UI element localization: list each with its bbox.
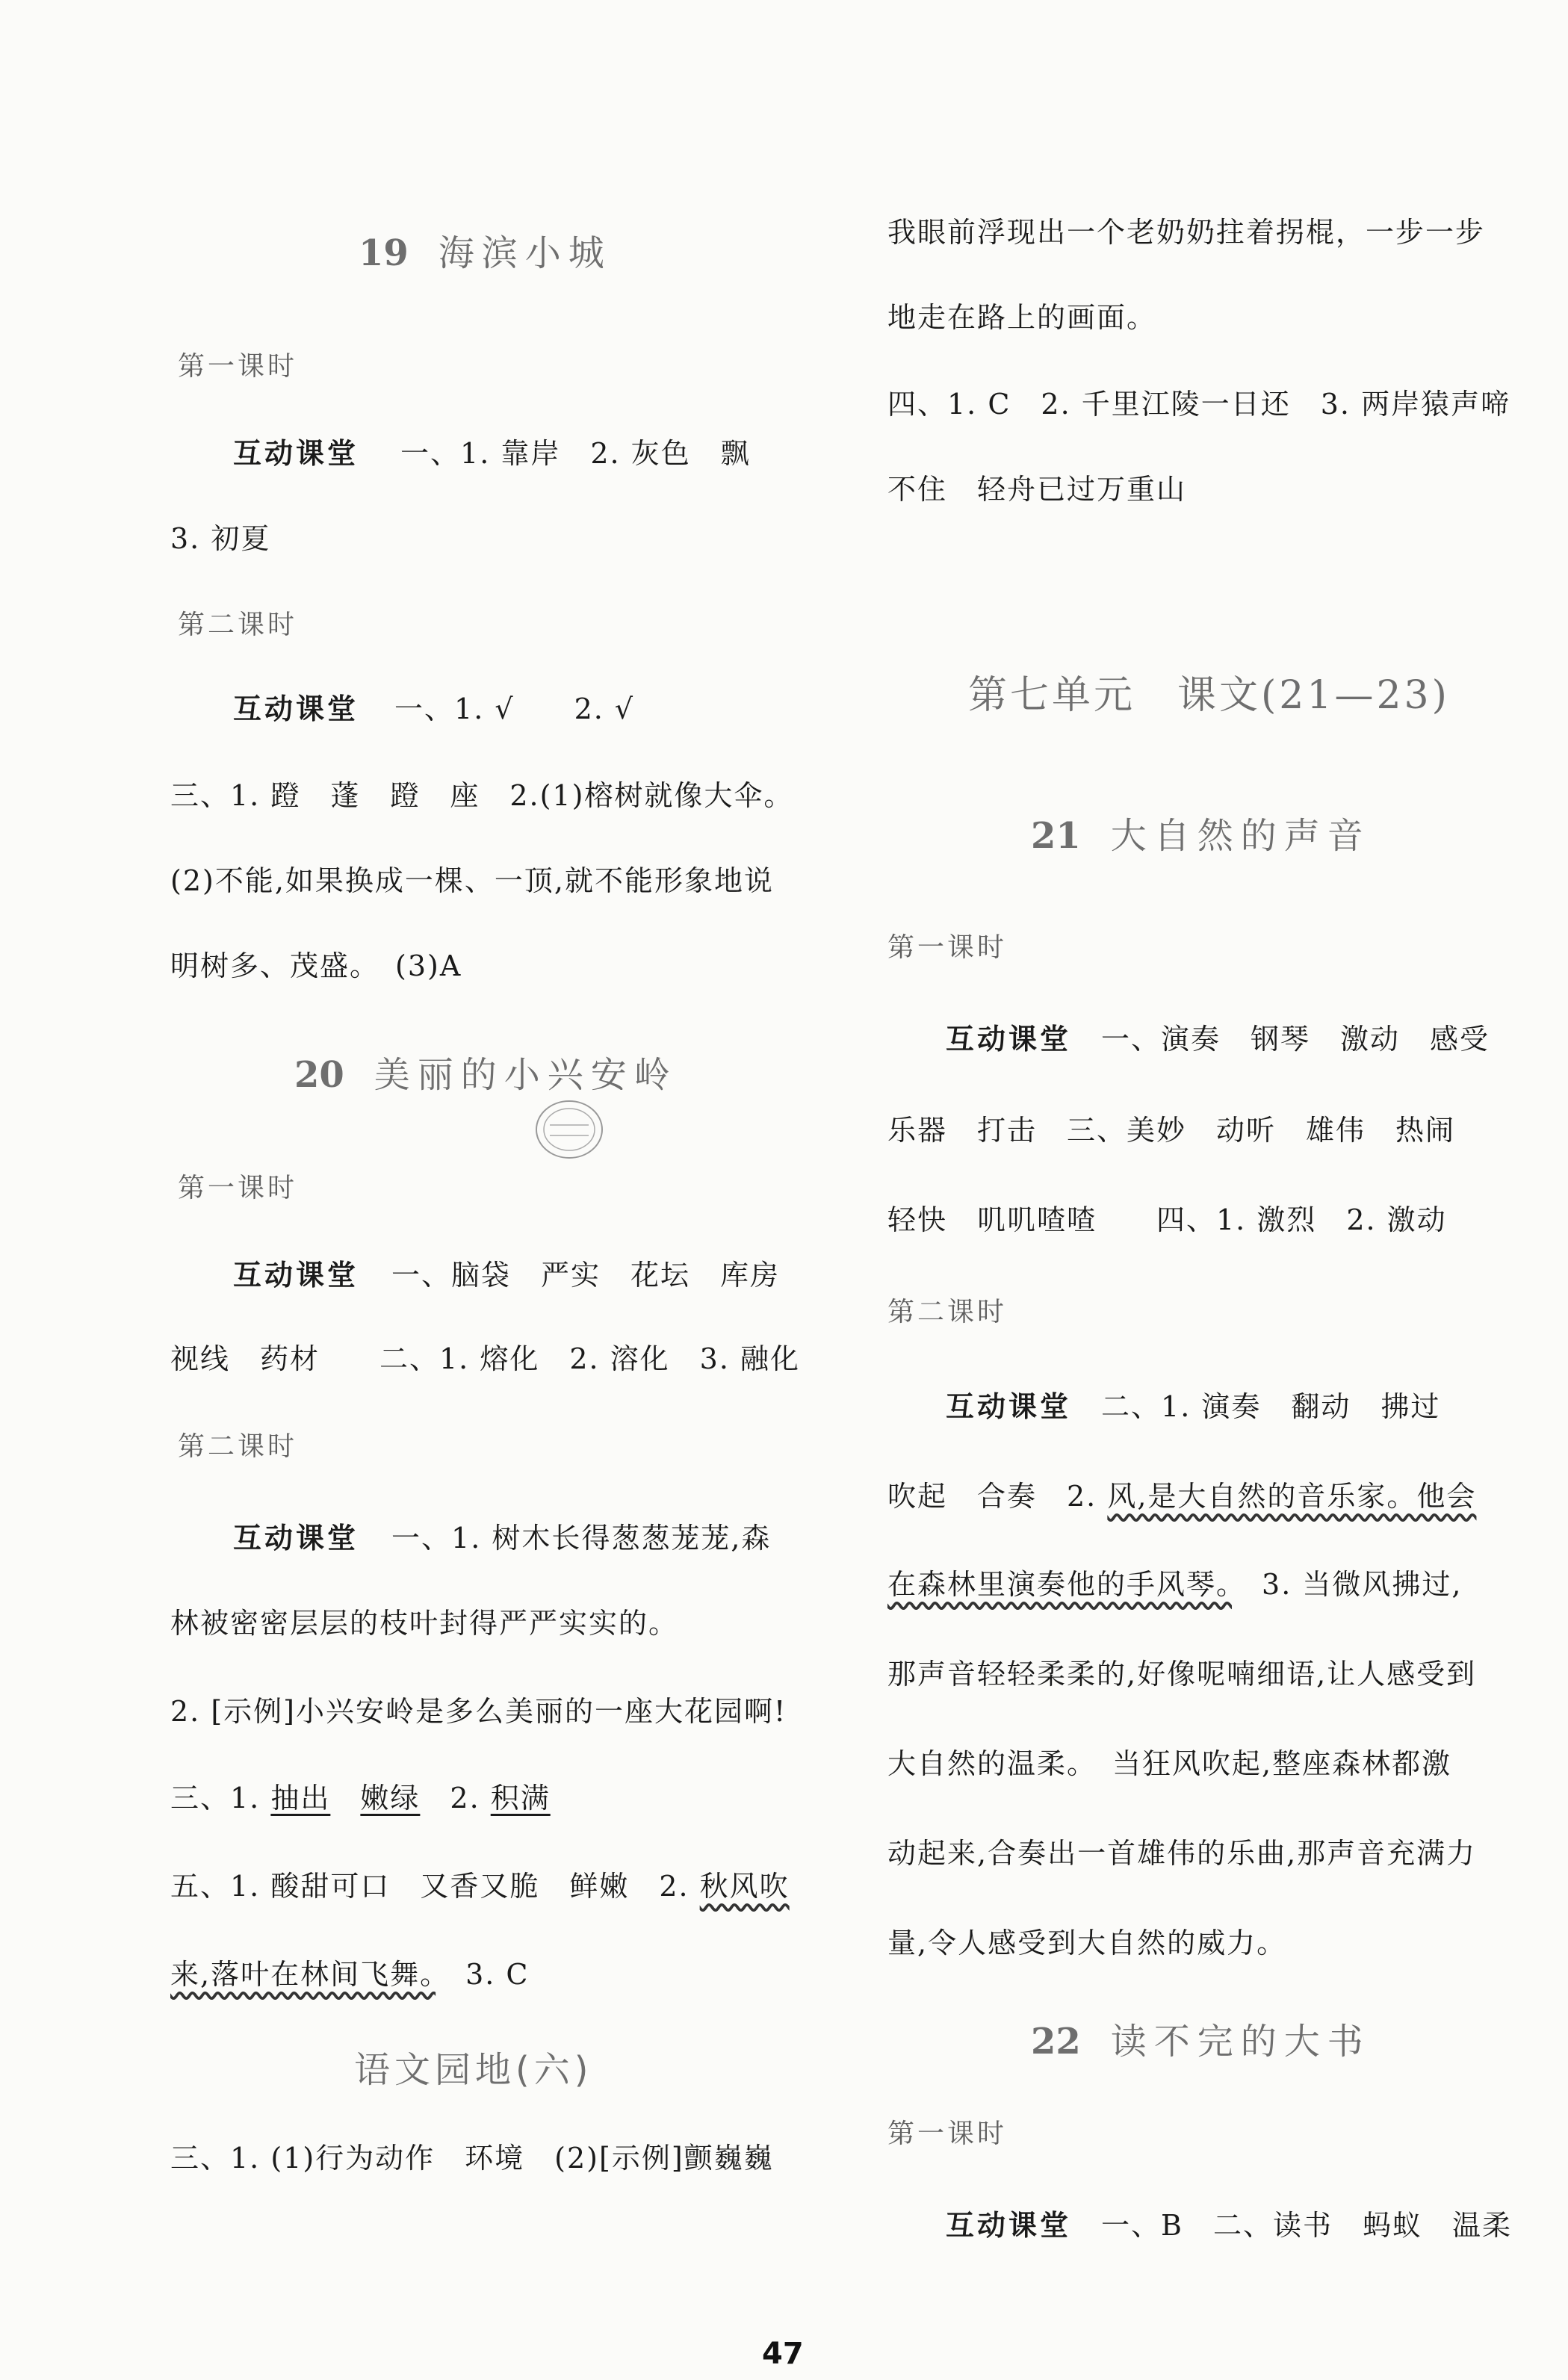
answer-line: 四、1. C 2. 千里江陵一日还 3. 两岸猿声啼 [887, 388, 1511, 421]
interactive-class-label: 互动课堂 [233, 1259, 359, 1292]
section-number: 21 [1031, 815, 1081, 857]
unit-title: 第七单元 课文(21—23) [968, 673, 1450, 718]
answer-text: 一、1. 树木长得葱葱茏茏,森 [391, 1522, 772, 1555]
wavy-underlined-answer: 在森林里演奏他的手风琴。 [887, 1568, 1233, 1601]
answer-text: 一、1. 靠岸 2. 灰色 飘 [400, 437, 751, 470]
wavy-underlined-answer: 秋风吹 [699, 1870, 790, 1903]
answer-line: 乐器 打击 三、美妙 动听 雄伟 热闹 [887, 1114, 1456, 1147]
lesson-heading: 第一课时 [178, 351, 298, 382]
answer-line: 三、1. 蹬 蓬 蹬 座 2.(1)榕树就像大伞。 [170, 779, 794, 812]
answer-line: 林被密密层层的枝叶封得严严实实的。 [170, 1607, 679, 1640]
answer-line: 2. [示例]小兴安岭是多么美丽的一座大花园啊! [170, 1695, 787, 1728]
answer-line: (2)不能,如果换成一棵、一顶,就不能形象地说 [170, 864, 774, 897]
answer-text: 二、1. 演奏 翻动 拂过 [1101, 1390, 1441, 1423]
answer-text: 一、演奏 钢琴 激动 感受 [1101, 1023, 1490, 1056]
lesson-heading: 第二课时 [178, 1431, 298, 1462]
page-number: 47 [762, 2337, 804, 2371]
answer-line [887, 1473, 1476, 1514]
answer-line [170, 1863, 790, 1904]
answer-line: 不住 轻舟已过万重山 [887, 473, 1187, 506]
answer-line: 轻快 叽叽喳喳 四、1. 激烈 2. 激动 [887, 1203, 1447, 1236]
section-number: 22 [1031, 2021, 1081, 2063]
section-19-title [359, 224, 612, 276]
underlined-answer: 积满 [490, 1782, 551, 1815]
lesson-heading: 第一课时 [887, 2119, 1008, 2149]
answer-line: 我眼前浮现出一个老奶奶拄着拐棍，一步一步 [887, 216, 1486, 249]
answer-line [233, 1252, 780, 1293]
section-name: 美丽的小兴安岭 [374, 1054, 678, 1096]
answer-text: 3. 当微风拂过, [1232, 1568, 1463, 1601]
answer-text: 三、1. [170, 1782, 271, 1815]
answer-line: 3. 初夏 [170, 522, 271, 555]
interactive-class-label: 互动课堂 [946, 1023, 1072, 1056]
answer-line [170, 1775, 551, 1816]
interactive-class-label: 互动课堂 [233, 1522, 359, 1555]
underlined-answer: 嫩绿 [360, 1782, 421, 1815]
chinese-garden-title: 语文园地(六) [354, 2049, 593, 2091]
answer-line [170, 1951, 530, 1992]
answer-line [946, 2202, 1512, 2243]
interactive-class-label: 互动课堂 [233, 437, 359, 470]
answer-line: 视线 药材 二、1. 熔化 2. 溶化 3. 融化 [170, 1342, 801, 1375]
answer-text: 一、B 二、读书 蚂蚁 温柔 [1101, 2209, 1512, 2242]
section-22-title [1031, 2012, 1371, 2064]
lesson-heading: 第一课时 [178, 1173, 298, 1203]
answer-line [233, 1515, 771, 1556]
answer-text: 2. [420, 1782, 491, 1815]
interactive-class-label: 互动课堂 [946, 2209, 1072, 2242]
answer-line [946, 1016, 1490, 1057]
answer-line: 那声音轻轻柔柔的,好像呢喃细语,让人感受到 [887, 1658, 1477, 1691]
section-name: 大自然的声音 [1110, 815, 1371, 857]
interactive-class-label: 互动课堂 [233, 692, 359, 725]
answer-line [887, 1561, 1462, 1602]
answer-line [233, 430, 751, 471]
section-20-title [294, 1046, 678, 1097]
lesson-heading: 第二课时 [887, 1297, 1008, 1327]
answer-text: 一、脑袋 严实 花坛 库房 [391, 1259, 781, 1292]
section-number: 19 [359, 232, 409, 274]
section-number: 20 [294, 1054, 344, 1096]
answer-line: 大自然的温柔。 当狂风吹起,整座森林都激 [887, 1747, 1452, 1780]
wavy-underlined-answer: 风,是大自然的音乐家。他会 [1107, 1480, 1477, 1513]
interactive-class-label: 互动课堂 [946, 1390, 1072, 1423]
section-21-title [1031, 807, 1371, 858]
answer-text: 吹起 合奏 2. [887, 1480, 1108, 1513]
underlined-answer: 抽出 [270, 1782, 331, 1815]
answer-line: 量,令人感受到大自然的威力。 [887, 1927, 1287, 1959]
wavy-underlined-answer: 来,落叶在林间飞舞。 [170, 1958, 436, 1991]
answer-line [233, 686, 634, 727]
answer-text: 五、1. 酸甜可口 又香又脆 鲜嫩 2. [170, 1870, 700, 1903]
answer-line: 地走在路上的画面。 [887, 301, 1157, 334]
stamp-seal-icon [532, 1092, 607, 1167]
answer-line: 动起来,合奏出一首雄伟的乐曲,那声音充满力 [887, 1837, 1477, 1870]
section-name: 读不完的大书 [1110, 2021, 1371, 2063]
answer-text [330, 1782, 360, 1815]
answer-text: 一、1. √ 2. √ [394, 692, 635, 725]
answer-text: 3. C [436, 1958, 530, 1991]
answer-line: 明树多、茂盛。 (3)A [170, 949, 462, 982]
section-name: 海滨小城 [438, 232, 612, 274]
answer-line: 三、1. (1)行为动作 环境 (2)[示例]颤巍巍 [170, 2142, 774, 2175]
lesson-heading: 第二课时 [178, 610, 298, 640]
answer-line [946, 1383, 1440, 1425]
lesson-heading: 第一课时 [887, 932, 1008, 963]
